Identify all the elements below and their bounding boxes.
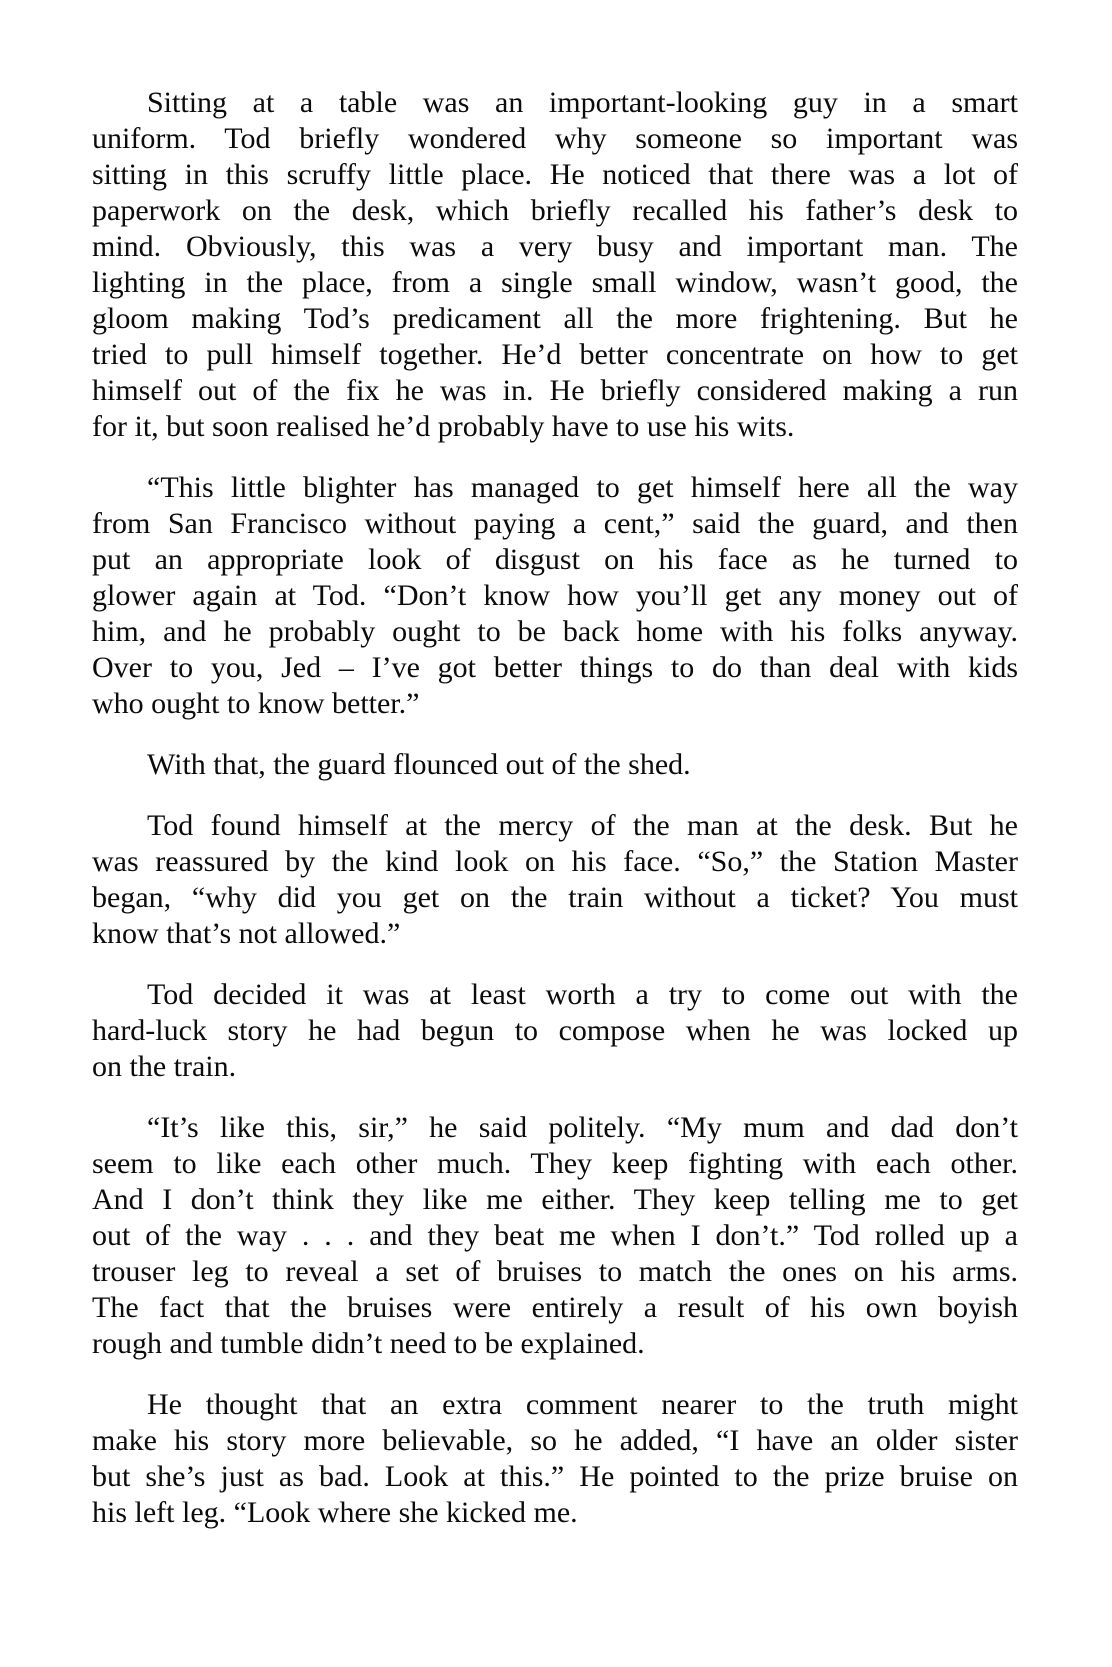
text-line: trouser leg to reveal a set of bruises to match the ones on his arms. bbox=[92, 1255, 1018, 1288]
text-line: And I don’t think they like me either. They keep telling me to get bbox=[92, 1183, 1018, 1216]
text-line: The fact that the bruises were entirely a result of his own boyish bbox=[92, 1291, 1018, 1324]
text-line: Tod decided it was at least worth a try to come out with the bbox=[147, 978, 1018, 1011]
text-line: uniform. Tod briefly wondered why someone so important was bbox=[92, 122, 1018, 155]
paragraph bbox=[92, 470, 1018, 722]
text-line: know that’s not allowed.” bbox=[92, 917, 401, 950]
text-line: for it, but soon realised he’d probably have to use his wits. bbox=[92, 410, 795, 443]
text-line: his left leg. “Look where she kicked me. bbox=[92, 1496, 578, 1529]
paragraph bbox=[92, 1110, 1018, 1362]
text-line: He thought that an extra comment nearer to the truth might bbox=[147, 1388, 1018, 1421]
text-line: sitting in this scruffy little place. He noticed that there was a lot of bbox=[92, 158, 1018, 191]
text-line: Tod found himself at the mercy of the man at the desk. But he bbox=[147, 809, 1018, 842]
text-line: who ought to know better.” bbox=[92, 687, 420, 720]
text-line: mind. Obviously, this was a very busy and important man. The bbox=[92, 230, 1018, 263]
text-line: “It’s like this, sir,” he said politely. “My mum and dad don’t bbox=[147, 1111, 1018, 1144]
text-line: lighting in the place, from a single small window, wasn’t good, the bbox=[92, 266, 1018, 299]
text-line: hard-luck story he had begun to compose when he was locked up bbox=[92, 1014, 1018, 1047]
text-line: make his story more believable, so he added, “I have an older sister bbox=[92, 1424, 1018, 1457]
text-line: but she’s just as bad. Look at this.” He pointed to the prize bruise on bbox=[92, 1460, 1018, 1493]
paragraph bbox=[92, 1387, 1018, 1531]
text-line: Sitting at a table was an important-looking guy in a smart bbox=[147, 86, 1018, 119]
text-line: paperwork on the desk, which briefly recalled his father’s desk to bbox=[92, 194, 1018, 227]
text-line: him, and he probably ought to be back home with his folks anyway. bbox=[92, 615, 1018, 648]
text-line: began, “why did you get on the train without a ticket? You must bbox=[92, 881, 1018, 914]
paragraph bbox=[92, 85, 1018, 445]
text-line: put an appropriate look of disgust on his face as he turned to bbox=[92, 543, 1018, 576]
text-line: glower again at Tod. “Don’t know how you’ll get any money out of bbox=[92, 579, 1018, 612]
text-line: gloom making Tod’s predicament all the more frightening. But he bbox=[92, 302, 1018, 335]
text-line: from San Francisco without paying a cent,” said the guard, and then bbox=[92, 507, 1018, 540]
text-line: rough and tumble didn’t need to be explained. bbox=[92, 1327, 645, 1360]
paragraph bbox=[92, 808, 1018, 952]
text-line: “This little blighter has managed to get himself here all the way bbox=[147, 471, 1018, 504]
text-line: on the train. bbox=[92, 1050, 237, 1083]
paragraph bbox=[92, 977, 1018, 1085]
text-line: out of the way . . . and they beat me when I don’t.” Tod rolled up a bbox=[92, 1219, 1018, 1252]
text-line: With that, the guard flounced out of the shed. bbox=[147, 748, 691, 781]
text-line: himself out of the fix he was in. He briefly considered making a run bbox=[92, 374, 1018, 407]
text-line: seem to like each other much. They keep fighting with each other. bbox=[92, 1147, 1018, 1180]
text-line: Over to you, Jed – I’ve got better things to do than deal with kids bbox=[92, 651, 1018, 684]
text-line: tried to pull himself together. He’d better concentrate on how to get bbox=[92, 338, 1018, 371]
paragraph bbox=[92, 747, 1018, 783]
text-line: was reassured by the kind look on his face. “So,” the Station Master bbox=[92, 845, 1018, 878]
